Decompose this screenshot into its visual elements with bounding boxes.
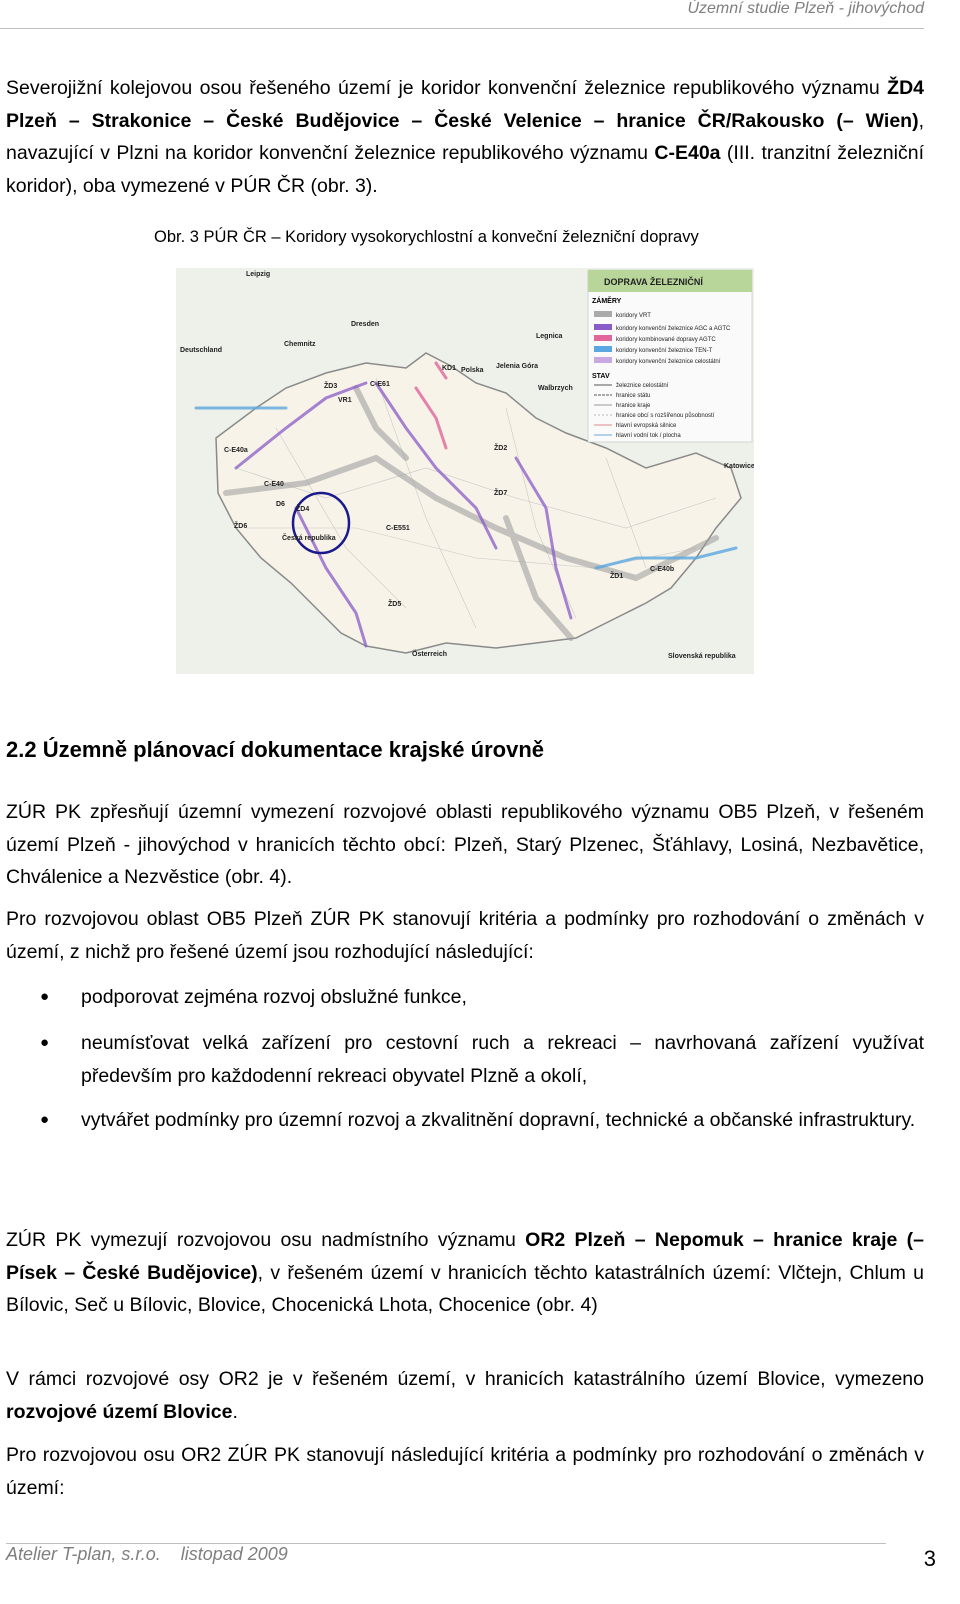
legend-item: hlavní vodní tok / plocha xyxy=(616,433,681,439)
text: , v řešeném území v hranicích těchto katastrálních území: Vlčtejn, Chlum u Bílovic, Seč u Bílovic, Blovice, Chocenická Lhota, Chocenice (obr. 4) xyxy=(6,1261,925,1316)
corridor-label: C-E61 xyxy=(370,381,390,388)
paragraph-blovice xyxy=(6,1363,924,1428)
list-item xyxy=(40,1027,924,1092)
corridor-label: C-E551 xyxy=(386,525,410,532)
paragraph-railway-axis xyxy=(6,72,924,202)
figure-caption: Obr. 3 PÚR ČR – Koridory vysokorychlostní a konveční železniční dopravy xyxy=(154,228,699,246)
bold-corridor: ŽD4 Plzeň – Strakonice – České Budějovice – České Velenice – hranice ČR/Rakousko (– Wien) xyxy=(6,77,924,132)
text: ZÚR PK vymezují rozvojovou osu nadmístního významu xyxy=(6,1229,526,1251)
corridor-label: ŽD2 xyxy=(494,445,508,452)
page-number: 3 xyxy=(923,1546,936,1571)
place-label: Deutschland xyxy=(180,347,223,354)
place-label: Katowice xyxy=(724,463,754,470)
legend-item: hranice kraje xyxy=(616,403,651,409)
place-label: Walbrzych xyxy=(538,385,573,392)
place-label: Legnica xyxy=(536,333,563,340)
legend-title: DOPRAVA ŽELEZNIČNÍ xyxy=(604,277,703,287)
legend-item: hlavní evropská silnice xyxy=(616,423,677,429)
running-header: Územní studie Plzeň - jihovýchod xyxy=(687,0,924,17)
map-legend xyxy=(588,270,752,442)
railway-corridor-map xyxy=(176,268,754,674)
bold-axis: OR2 Plzeň – Nepomuk – hranice kraje (– Písek – České Budějovice) xyxy=(6,1229,924,1284)
place-label: Dresden xyxy=(351,321,380,328)
legend-item: koridory konvenční železnice TEN-T xyxy=(616,348,713,354)
text: . xyxy=(232,1400,238,1423)
bullet-icon: ● xyxy=(40,988,50,1005)
paragraph-or2 xyxy=(6,1224,924,1322)
section-heading: 2.2 Územně plánovací dokumentace krajské úrovně xyxy=(6,737,545,762)
text: Severojižní kolejovou osou řešeného území je koridor konvenční železnice republikového významu xyxy=(6,77,888,99)
place-label: Leipzig xyxy=(246,271,271,278)
text: V rámci rozvojové osy OR2 je v řešeném území, v hranicích katastrálního území Blovice, vymezeno xyxy=(6,1368,924,1390)
header-divider xyxy=(0,28,924,29)
legend-item: hranice obcí s rozšířenou působností xyxy=(616,413,715,419)
corridor-label: C-E40a xyxy=(224,447,248,454)
footer xyxy=(6,1544,308,1565)
list-item xyxy=(40,1104,924,1137)
bullet-icon: ● xyxy=(40,1111,50,1128)
map-graphic xyxy=(176,268,754,674)
bold-corridor-code: C-E40a xyxy=(654,142,721,164)
place-label: Österreich xyxy=(412,651,448,658)
place-label: Polska xyxy=(461,367,484,374)
footer-date: listopad 2009 xyxy=(180,1544,288,1564)
corridor-label: KD1 xyxy=(442,365,457,372)
bold-area: rozvojové území Blovice xyxy=(6,1400,233,1423)
corridor-label: C-E40b xyxy=(650,566,675,573)
place-label: Jelenia Góra xyxy=(496,363,539,370)
place-label: Česká republika xyxy=(282,535,336,542)
paragraph-or2-criteria: Pro rozvojovou osu OR2 ZÚR PK stanovují následující kritéria a podmínky pro rozhodování o změnách v území: xyxy=(6,1444,924,1499)
corridor-label: ŽD4 xyxy=(296,506,310,513)
legend-item: hranice státu xyxy=(616,393,651,399)
list-item-text: vytvářet podmínky pro územní rozvoj a zkvalitnění dopravní, technické a občanské infrastruktury. xyxy=(81,1109,916,1131)
legend-section: ZÁMĚRY xyxy=(592,298,622,305)
paragraph-ob5-criteria: Pro rozvojovou oblast OB5 Plzeň ZÚR PK stanovují kritéria a podmínky pro rozhodování o změnách v území, z nichž pro řešené území jsou rozhodující následující: xyxy=(6,908,924,963)
legend-item: železnice celostátní xyxy=(616,383,669,389)
place-label: Chemnitz xyxy=(284,341,316,348)
legend-item: koridory kombinované dopravy AGTC xyxy=(616,337,716,343)
list-item-text: neumísťovat velká zařízení pro cestovní ruch a rekreaci – navrhovaná zařízení využívat především pro každodenní rekreaci obyvatel Plzně a okolí, xyxy=(81,1032,924,1087)
legend-item: koridory konvenční železnice celostátní xyxy=(616,359,721,365)
paragraph-ob5: ZÚR PK zpřesňují územní vymezení rozvojové oblasti republikového významu OB5 Plzeň, v řešeném území Plzeň - jihovýchod v hranicích těchto obcí: Plzeň, Starý Plzenec, Šťáhlavy, Losiná, Nezbavětice, Chválenice a Nezvěstice (obr. 4). xyxy=(6,801,924,888)
bullet-icon: ● xyxy=(40,1034,50,1051)
corridor-label: ŽD3 xyxy=(324,383,338,390)
footer-company: Atelier T-plan, s.r.o. xyxy=(6,1544,161,1564)
legend-item: koridory konvenční železnice AGC a AGTC xyxy=(616,326,731,332)
corridor-label: ŽD1 xyxy=(610,573,624,580)
list-item-text: podporovat zejména rozvoj obslužné funkce, xyxy=(81,986,467,1008)
legend-section: STAV xyxy=(592,373,610,380)
text: (III. tranzitní železniční koridor), oba vymezené v PÚR ČR (obr. 3). xyxy=(6,142,924,197)
corridor-label: ŽD6 xyxy=(234,523,248,530)
list-item xyxy=(40,981,924,1014)
legend-item: koridory VRT xyxy=(616,313,651,319)
corridor-label: ŽD7 xyxy=(494,490,508,497)
corridor-label: ŽD5 xyxy=(388,601,402,608)
corridor-label: D6 xyxy=(276,501,285,508)
text: , navazující v Plzni na koridor konvenční železnice republikového významu xyxy=(6,109,924,164)
place-label: Slovenská republika xyxy=(668,653,736,660)
corridor-label: C-E40 xyxy=(264,481,284,488)
corridor-label: VR1 xyxy=(338,397,352,404)
